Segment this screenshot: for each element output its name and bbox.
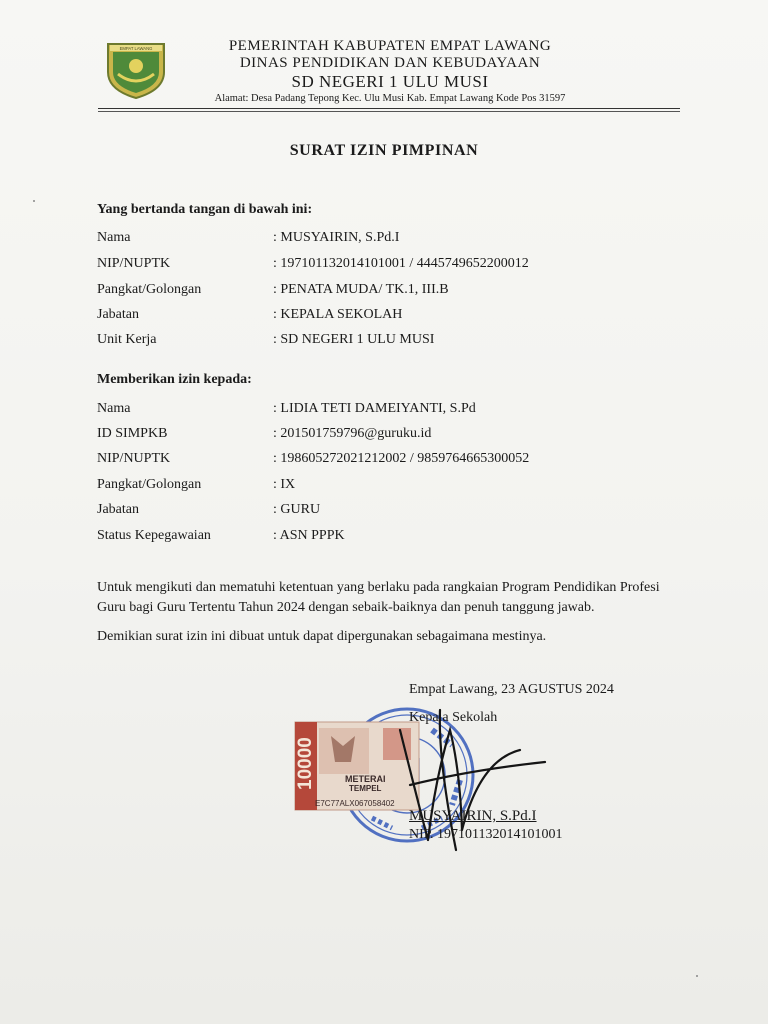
row-label: Jabatan <box>97 502 139 517</box>
row-label: NIP/NUPTK <box>97 256 171 271</box>
row-label: Status Kepegawaian <box>97 528 211 543</box>
row-label: NIP/NUPTK <box>97 451 171 466</box>
svg-text:10000: 10000 <box>295 737 316 790</box>
row-value: : 198605272021212002 / 9859764665300052 <box>273 451 530 466</box>
signer-nip: NIP. 197101132014101001 <box>409 827 563 842</box>
paper-speck <box>696 975 698 977</box>
government-name: PEMERINTAH KABUPATEN EMPAT LAWANG <box>228 38 552 54</box>
svg-text:TEMPEL: TEMPEL <box>349 784 382 793</box>
row-label: Pangkat/Golongan <box>97 282 202 297</box>
row-label: Jabatan <box>97 307 139 322</box>
row-value: : PENATA MUDA/ TK.1, III.B <box>273 282 449 297</box>
row-label: ID SIMPKB <box>97 426 168 441</box>
svg-text:METERAI: METERAI <box>345 774 386 784</box>
svg-text:E7C77ALX067058402: E7C77ALX067058402 <box>315 799 395 808</box>
row-value: : MUSYAIRIN, S.Pd.I <box>273 230 400 245</box>
letterhead-divider <box>98 108 680 109</box>
row-label: Unit Kerja <box>97 332 157 347</box>
row-label: Pangkat/Golongan <box>97 477 202 492</box>
row-value: : GURU <box>273 502 321 517</box>
row-label: Nama <box>97 401 131 416</box>
signer-position: Kepala Sekolah <box>409 710 498 725</box>
signer-name: MUSYAIRIN, S.Pd.I <box>409 808 537 824</box>
grantee-heading: Memberikan izin kepada: <box>97 372 252 387</box>
purpose-paragraph: Untuk mengikuti dan mematuhi ketentuan yang berlaku pada rangkaian Program Pendidikan Profesi Guru bagi Guru Tertentu Tahun 2024 dengan sebaik-baiknya dan penuh tanggung jawab. <box>97 580 660 615</box>
svg-text:EMPAT LAWANG: EMPAT LAWANG <box>119 46 153 51</box>
closing-paragraph: Demikian surat izin ini dibuat untuk dapat dipergunakan sebagaimana mestinya. <box>97 629 547 644</box>
school-name: SD NEGERI 1 ULU MUSI <box>291 72 489 91</box>
letterhead <box>150 38 630 106</box>
row-value: : 197101132014101001 / 4445749652200012 <box>273 256 529 271</box>
signatory-heading: Yang bertanda tangan di bawah ini: <box>97 202 313 217</box>
row-value: : KEPALA SEKOLAH <box>273 307 403 322</box>
letter-title: SURAT IZIN PIMPINAN <box>289 142 479 159</box>
letterhead-divider-thin <box>98 111 680 112</box>
paper-speck <box>33 200 35 202</box>
school-address: Alamat: Desa Padang Tepong Kec. Ulu Musi Kab. Empat Lawang Kode Pos 31597 <box>214 93 566 104</box>
row-value: : 201501759796@guruku.id <box>273 426 432 441</box>
row-value: : SD NEGERI 1 ULU MUSI <box>273 332 435 347</box>
row-value: : LIDIA TETI DAMEIYANTI, S.Pd <box>273 401 476 416</box>
row-value: : ASN PPPK <box>273 528 345 543</box>
row-value: : IX <box>273 477 296 492</box>
row-label: Nama <box>97 230 131 245</box>
agency-name: DINAS PENDIDIKAN DAN KEBUDAYAAN <box>239 55 541 71</box>
place-date: Empat Lawang, 23 AGUSTUS 2024 <box>409 682 614 697</box>
